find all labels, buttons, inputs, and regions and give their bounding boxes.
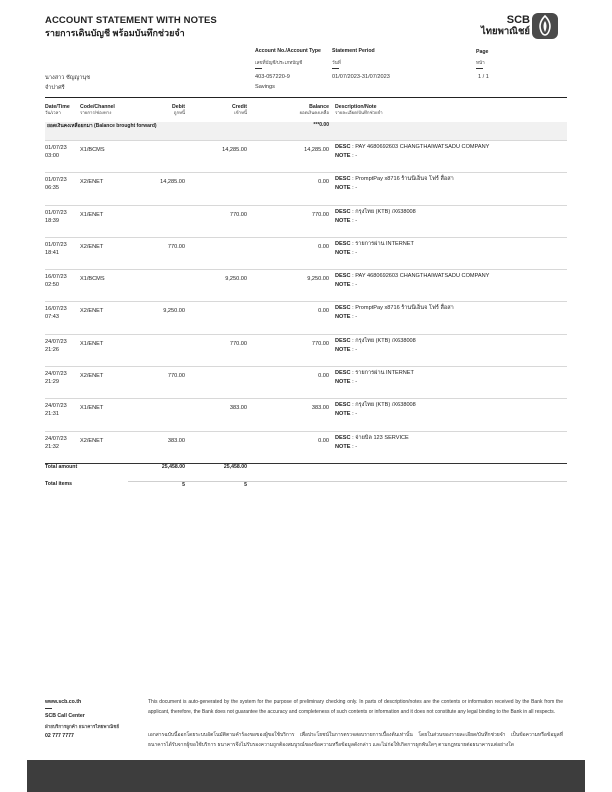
disclaimer-en: This document is auto-generated by the system for the purpose of preliminary checking only. In parts of description/notes are the contents or information received by the Bank from the applicant, therefore, the Bank does not guarantee the accuracy and completeness of such contents or information and it does not constitute any legal binding to the Bank in all respects.	[148, 699, 563, 715]
transactions-table	[45, 99, 567, 498]
total-amount-debit: 25,458.00	[128, 463, 188, 481]
desc-text: : กรุงไทย (KTB) /X638008	[352, 337, 416, 344]
txn-credit	[188, 367, 250, 399]
txn-date: 01/07/23	[45, 145, 67, 151]
total-items-label: Total items	[45, 481, 72, 488]
txn-debit: 383.00	[128, 431, 188, 463]
txn-description	[332, 173, 567, 205]
txn-date: 24/07/23	[45, 338, 67, 345]
note-label: NOTE	[335, 379, 351, 386]
txn-balance: 0.00	[250, 302, 332, 334]
divider-dash	[332, 68, 339, 69]
txn-channel: X2/ENET	[80, 302, 128, 334]
statement-period-label: Statement Period	[332, 48, 375, 54]
note-label: NOTE	[335, 185, 351, 192]
call-center-label-th: ฝ่ายบริการลูกค้า ธนาคารไทยพาณิชย์	[45, 724, 120, 729]
txn-credit: 383.00	[188, 399, 250, 431]
txn-debit	[128, 334, 188, 366]
header-divider	[45, 97, 567, 98]
column-header-description: Description/Note รายละเอียด/บันทึกช่วยจำ	[335, 104, 383, 115]
column-header-balance: Balance ยอดเงินคงเหลือ	[299, 104, 329, 115]
desc-text: : จ่ายบิล 123 SERVICE	[352, 434, 409, 441]
table-row	[45, 302, 567, 334]
desc-label: DESC	[335, 370, 351, 377]
table-row	[45, 173, 567, 205]
txn-time: 21:32	[45, 443, 59, 450]
txn-date: 01/07/23	[45, 177, 67, 184]
desc-label: DESC	[335, 208, 351, 215]
txn-date: 16/07/23	[45, 306, 67, 313]
txn-credit	[188, 237, 250, 269]
table-row	[45, 141, 567, 173]
txn-debit: 770.00	[128, 367, 188, 399]
txn-credit: 770.00	[188, 205, 250, 237]
txn-time: 02:50	[45, 282, 59, 289]
txn-debit	[128, 141, 188, 173]
txn-datetime	[45, 237, 80, 269]
table-row	[45, 367, 567, 399]
txn-datetime	[45, 141, 80, 173]
table-row	[45, 205, 567, 237]
txn-channel: X1/ENET	[80, 205, 128, 237]
column-header-date: Date/Time วัน/เวลา	[45, 104, 70, 115]
txn-datetime	[45, 302, 80, 334]
note-text: : -	[352, 314, 358, 321]
note-label: NOTE	[335, 314, 351, 321]
txn-channel: X1/BCMS	[80, 141, 128, 173]
note-text: : -	[352, 217, 358, 224]
txn-channel: X1/ENET	[80, 399, 128, 431]
txn-datetime	[45, 367, 80, 399]
note-text: : -	[352, 153, 358, 159]
note-text: : -	[352, 185, 358, 192]
bank-website-link[interactable]: www.scb.co.th	[45, 699, 82, 705]
note-label: NOTE	[335, 346, 351, 353]
balance-forward-label: ยอดเงินคงเหลือยกมา (Balance brought forward)	[45, 122, 250, 141]
txn-datetime	[45, 205, 80, 237]
txn-channel: X2/ENET	[80, 431, 128, 463]
txn-datetime	[45, 270, 80, 302]
txn-channel: X2/ENET	[80, 367, 128, 399]
txn-time: 21:26	[45, 346, 59, 353]
txn-balance: 0.00	[250, 431, 332, 463]
note-label: NOTE	[335, 217, 351, 224]
account-no-label-th: เลขที่บัญชี/ประเภทบัญชี	[255, 60, 303, 65]
txn-time: 03:00	[45, 153, 59, 159]
bank-logo-text	[474, 15, 530, 37]
txn-date: 01/07/23	[45, 241, 67, 248]
total-items-credit: 5	[188, 481, 250, 498]
note-label: NOTE	[335, 282, 351, 289]
note-text: : -	[352, 346, 358, 353]
txn-date: 24/07/23	[45, 371, 67, 378]
desc-label: DESC	[335, 176, 351, 183]
balance-forward-value: ***0.00	[250, 122, 332, 141]
note-text: : -	[352, 379, 358, 386]
txn-balance: 383.00	[250, 399, 332, 431]
note-text: : -	[352, 249, 358, 256]
account-type: Savings	[255, 84, 275, 90]
txn-description	[332, 270, 567, 302]
txn-channel: X1/BCMS	[80, 270, 128, 302]
txn-debit: 14,285.00	[128, 173, 188, 205]
page-label-th: หน้า	[476, 60, 485, 65]
txn-datetime	[45, 431, 80, 463]
total-items-debit: 5	[128, 481, 188, 498]
txn-time: 18:39	[45, 217, 59, 224]
account-holder-name: นางสาว ชัญญานุช	[45, 75, 91, 81]
txn-datetime	[45, 173, 80, 205]
call-center-label: SCB Call Center	[45, 713, 85, 719]
divider-dash	[45, 708, 52, 709]
account-no-label: Account No./Account Type	[255, 48, 321, 54]
account-holder-surname: จำปาศรี	[45, 85, 65, 91]
desc-text: : รายการผ่าน INTERNET	[352, 370, 414, 377]
balance-forward-row	[45, 122, 567, 141]
account-number: 403-057220-9	[255, 74, 290, 80]
total-amount-row	[45, 463, 567, 481]
txn-time: 21:31	[45, 411, 59, 418]
txn-balance: 0.00	[250, 173, 332, 205]
txn-credit	[188, 431, 250, 463]
desc-label: DESC	[335, 434, 351, 441]
desc-label: DESC	[335, 273, 351, 280]
column-header-channel: Code/Channel รายการ/ช่องทาง	[80, 104, 115, 115]
txn-balance: 770.00	[250, 334, 332, 366]
txn-balance: 14,285.00	[250, 141, 332, 173]
divider-dash	[255, 68, 262, 69]
note-label: NOTE	[335, 411, 351, 418]
note-label: NOTE	[335, 153, 351, 159]
desc-text: : PromptPay x8716 ร้านนีเอ็นจ โฟร์ สื่อสา	[352, 176, 454, 183]
txn-balance: 770.00	[250, 205, 332, 237]
table-header-row	[45, 99, 567, 122]
footer-bar	[27, 760, 585, 792]
txn-balance: 9,250.00	[250, 270, 332, 302]
txn-description	[332, 399, 567, 431]
desc-text: : PromptPay x8716 ร้านนีเอ็นจ โฟร์ สื่อสา	[352, 305, 454, 312]
txn-balance: 0.00	[250, 367, 332, 399]
txn-description	[332, 141, 567, 173]
desc-text: : PAY 4680692603 CHANGTHAIWATSADU COMPANY	[352, 273, 490, 280]
table-row	[45, 334, 567, 366]
txn-datetime	[45, 399, 80, 431]
call-center-phone[interactable]: 02 777 7777	[45, 733, 74, 739]
txn-debit: 9,250.00	[128, 302, 188, 334]
txn-credit: 14,285.00	[188, 141, 250, 173]
note-text: : -	[352, 282, 358, 289]
txn-description	[332, 334, 567, 366]
txn-date: 01/07/23	[45, 209, 67, 216]
txn-datetime	[45, 334, 80, 366]
disclaimer-th: เอกสารฉบับนี้ออกโดยระบบอัตโนมัติตามคำร้องขอของผู้ขอใช้บริการ เพื่อประโยชน์ในการตรวจสอบรายการเบื้องต้นเท่านั้น โดยในส่วนของรายละเอียด/บันทึกช่วยจำ เป็นข้อความหรือข้อมูลที่ธนาคารได้รับจากผู้ขอใช้บริการ ธนาคารจึงไม่รับรองความถูกต้องสมบูรณ์ของข้อความหรือข้อมูลดังกล่าว และไม่ก่อให้เกิดการผูกพันใดๆ ตามกฎหมายต่อธนาคารแต่อย่างใด	[148, 732, 563, 748]
txn-description	[332, 205, 567, 237]
desc-text: : กรุงไทย (KTB) /X638008	[352, 402, 416, 409]
txn-date: 24/07/23	[45, 403, 67, 410]
scb-logo-icon	[531, 12, 559, 40]
page-label: Page	[476, 49, 489, 55]
statement-title-th: รายการเดินบัญชี พร้อมบันทึกช่วยจำ	[45, 28, 185, 38]
txn-time: 07:43	[45, 314, 59, 321]
total-amount-label: Total amount	[45, 463, 128, 481]
desc-label: DESC	[335, 144, 351, 150]
txn-description	[332, 431, 567, 463]
desc-label: DESC	[335, 402, 351, 409]
divider-dash	[476, 68, 483, 69]
bank-short-name: SCB	[506, 14, 530, 26]
txn-time: 06:35	[45, 185, 59, 192]
txn-credit: 770.00	[188, 334, 250, 366]
bank-thai-name: ไทยพาณิชย์	[480, 26, 530, 37]
txn-description	[332, 367, 567, 399]
txn-debit	[128, 205, 188, 237]
txn-debit	[128, 399, 188, 431]
note-text: : -	[352, 443, 358, 450]
txn-time: 18:41	[45, 249, 59, 256]
txn-channel: X2/ENET	[80, 173, 128, 205]
txn-balance: 0.00	[250, 237, 332, 269]
total-amount-credit: 25,458.00	[188, 463, 250, 481]
txn-description	[332, 302, 567, 334]
total-items-row	[45, 481, 567, 498]
statement-period-label-th: วันที่	[332, 60, 341, 65]
desc-text: : รายการผ่าน INTERNET	[352, 240, 414, 247]
table-row	[45, 270, 567, 302]
txn-date: 16/07/23	[45, 274, 67, 281]
statement-title-en: ACCOUNT STATEMENT WITH NOTES	[45, 15, 217, 26]
desc-label: DESC	[335, 337, 351, 344]
desc-label: DESC	[335, 305, 351, 312]
statement-period: 01/07/2023-31/07/2023	[332, 74, 390, 80]
txn-date: 24/07/23	[45, 435, 67, 442]
table-row	[45, 399, 567, 431]
txn-credit	[188, 302, 250, 334]
txn-debit	[128, 270, 188, 302]
table-row	[45, 431, 567, 463]
column-header-debit: Debit ถูกหนี้	[172, 104, 185, 115]
txn-description	[332, 237, 567, 269]
desc-text: : กรุงไทย (KTB) /X638008	[352, 208, 416, 215]
txn-channel: X2/ENET	[80, 237, 128, 269]
note-label: NOTE	[335, 249, 351, 256]
txn-credit: 9,250.00	[188, 270, 250, 302]
note-label: NOTE	[335, 443, 351, 450]
txn-time: 21:29	[45, 379, 59, 386]
desc-label: DESC	[335, 240, 351, 247]
column-header-credit: Credit เข้าหนี้	[232, 104, 247, 115]
txn-credit	[188, 173, 250, 205]
table-row	[45, 237, 567, 269]
desc-text: : PAY 4680692603 CHANGTHAIWATSADU COMPANY	[352, 144, 490, 150]
page-number: 1 / 1	[478, 74, 489, 80]
txn-debit: 770.00	[128, 237, 188, 269]
note-text: : -	[352, 411, 358, 418]
txn-channel: X1/ENET	[80, 334, 128, 366]
